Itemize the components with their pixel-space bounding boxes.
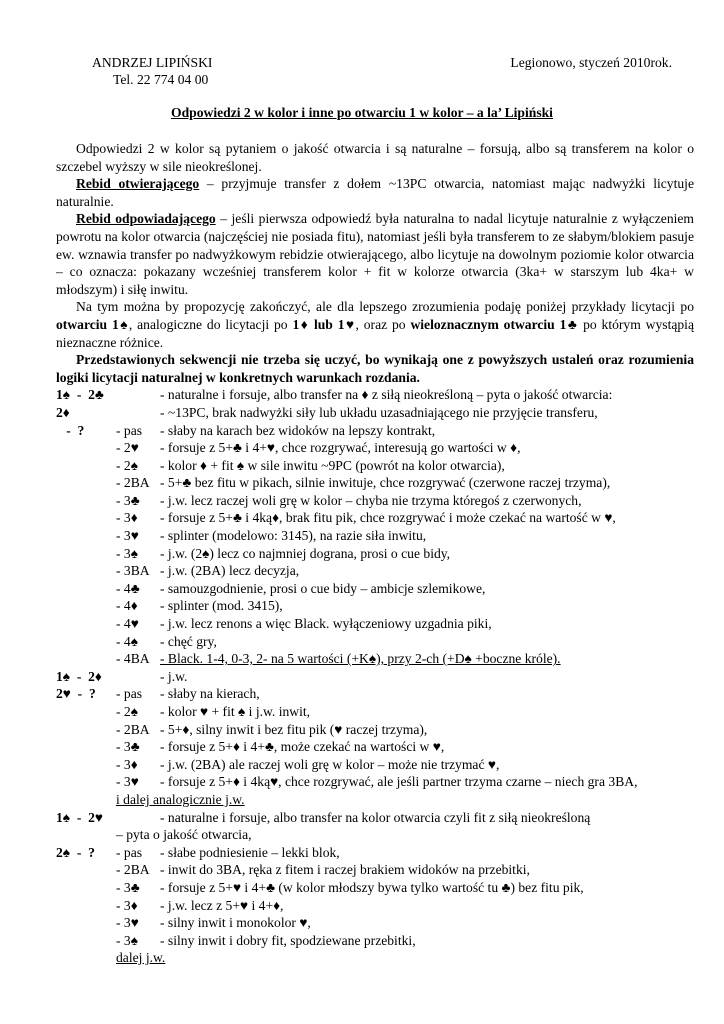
sequence-row: [56, 492, 694, 510]
sequence-row: [56, 826, 694, 844]
rebid-responder-text: – jeśli pierwsza odpowiedź była naturalna to nadal licytuje naturalnie z wyłączeniem powrotu na kolor otwarcia (najczęściej nie posiada fitu), natomiast jeśli była transferem to ze słabym/blokiem pasuje ew. wznawia transfer po nadwyżkowym rebidzie otwierającego, albo licytuje na dowolnym poziomie kolor otwarcia – co oznacza: pokazany wcześniej transferem kolor + fit w kolorze otwarcia (3ka+ w starszym lub 4ka+ w młodszym) i siłę inwitu.: [56, 211, 695, 297]
sequence-row: [56, 703, 694, 721]
bid-response: - 4♥: [116, 616, 139, 632]
intro-paragraph-2: [56, 175, 694, 210]
sequence-row: [56, 949, 694, 967]
text-run: Na tym można by propozycję zakończyć, ale dla lepszego zrozumienia podaję poniżej przykłady licytacji po: [76, 299, 694, 315]
bid-meaning: - forsuje z 5+♥ i 4+♣ (w kolor młodszy bywa tylko wartość tu ♣) bez fitu pik,: [160, 879, 584, 895]
bid-meaning: - kolor ♦ + fit ♠ w sile inwitu ~9PC (powrót na kolor otwarcia),: [160, 457, 505, 473]
bid-meaning: - forsuje z 5+♦ i 4ką♥, chce rozgrywać, ale jeśli partner trzyma czarne – niech gra 3BA,: [160, 774, 638, 790]
bid-meaning: - forsuje z 5+♣ i 4ką♦, brak fitu pik, chce rozgrywać i może czekać na wartość w ♥,: [160, 510, 616, 526]
bid-response: - pas: [116, 686, 143, 702]
bid-response: - pas: [116, 422, 143, 438]
bid-response: - 3BA: [116, 563, 150, 579]
bid-response: - 3♣: [116, 879, 140, 895]
sequence-row: [56, 439, 694, 457]
bid-response: - 3♠: [116, 932, 138, 948]
bid-response: - pas: [116, 844, 143, 860]
bid-meaning: - j.w.: [160, 668, 188, 684]
sequence-row: [56, 562, 694, 580]
bid-response: - 3♦: [116, 897, 138, 913]
bid-meaning: - słabe podniesienie – lekki blok,: [160, 844, 340, 860]
bid-meaning: - j.w. lecz raczej woli grę w kolor – chyba nie trzyma któregoś z czerwonych,: [160, 492, 582, 508]
bid-meaning: - samouzgodnienie, prosi o cue bidy – ambicje szlemikowe,: [160, 580, 486, 596]
sequence-row: [56, 932, 694, 950]
bid-response: - 3♦: [116, 510, 138, 526]
bid-sequence: 1♠ - 2♦: [56, 668, 102, 684]
sequence-row: [56, 386, 694, 404]
text-run: po którym wystąpią nieznaczne różnice.: [56, 316, 694, 350]
sequence-row: [56, 422, 694, 440]
bid-meaning: - 5+♦, silny inwit i bez fitu pik (♥ raczej trzyma),: [160, 721, 428, 737]
bid-response: - 4BA: [116, 651, 150, 667]
bid-meaning: - silny inwit i dobry fit, spodziewane przebitki,: [160, 932, 416, 948]
bid-response: - 3♠: [116, 545, 138, 561]
bid-meaning: - ~13PC, brak nadwyżki siły lub układu uzasadniającego nie przyjęcie transferu,: [160, 404, 598, 420]
sequence-row: [56, 509, 694, 527]
bid-sequence: 1♠ - 2♣: [56, 387, 104, 403]
intro-paragraph-3: [56, 210, 694, 298]
bid-sequence: 2♦: [56, 404, 70, 420]
bid-response: - 3♦: [116, 756, 138, 772]
bid-response: - 2BA: [116, 721, 150, 737]
bid-meaning: - słaby na karach bez widoków na lepszy kontrakt,: [160, 422, 436, 438]
sequence-row: [56, 738, 694, 756]
bid-meaning: – pyta o jakość otwarcia,: [116, 827, 252, 843]
sequence-row: [56, 685, 694, 703]
sequence-row: [56, 650, 694, 668]
bid-meaning: - forsuje z 5+♣ i 4+♥, chce rozgrywać, interesują go wartości w ♦,: [160, 440, 521, 456]
sequence-row: [56, 633, 694, 651]
bid-response: - 4♣: [116, 580, 140, 596]
bid-sequence: 1♠ - 2♥: [56, 809, 104, 825]
bid-response: - 3♥: [116, 528, 139, 544]
text-run-bold: wieloznacznym otwarciu 1♣: [410, 316, 579, 332]
intro-paragraph-5: Przedstawionych sekwencji nie trzeba się uczyć, bo wynikają one z powyższych ustaleń oraz rozumienia logiki licytacji naturalnej w konkretnych warunkach rozdania.: [56, 352, 694, 385]
bid-response: - 3♥: [116, 915, 139, 931]
bid-response: - 2♥: [116, 440, 139, 456]
place-date: Legionowo, styczeń 2010rok.: [510, 55, 672, 70]
bid-meaning: - inwit do 3BA, ręka z fitem i raczej brakiem widoków na przebitki,: [160, 862, 530, 878]
bid-response: - 4♠: [116, 633, 138, 649]
bid-meaning: - j.w. (2BA) lecz decyzja,: [160, 563, 300, 579]
rebid-opener-label: Rebid otwierającego: [76, 176, 200, 192]
sequence-row: [56, 615, 694, 633]
sequence-row: [56, 474, 694, 492]
bid-response: - 2♠: [116, 457, 138, 473]
bid-meaning: - naturalne i forsuje, albo transfer na ♦ z siłą nieokreśloną – pyta o jakość otwarcia:: [160, 387, 613, 403]
sequence-row: [56, 844, 694, 862]
author-phone: Tel. 22 774 04 00: [113, 72, 209, 87]
intro-paragraph-1: Odpowiedzi 2 w kolor są pytaniem o jakość otwarcia i są naturalne – forsują, albo są transferem na kolor o szczebel wyższy w sile nieokreślonej.: [56, 141, 694, 174]
sequence-row: [56, 809, 694, 827]
sequence-row: [56, 457, 694, 475]
bid-meaning: - j.w. (2BA) ale raczej woli grę w kolor – może nie trzymać ♥,: [160, 756, 500, 772]
bid-meaning: - j.w. lecz renons a więc Black. wyłączeniowy uzgadnia piki,: [160, 616, 492, 632]
intro-paragraph-4: [56, 298, 694, 351]
bid-response: - 2BA: [116, 862, 150, 878]
bid-meaning: - j.w. (2♠) lecz co najmniej dograna, prosi o cue bidy,: [160, 545, 451, 561]
bid-meaning: - splinter (modelowo: 3145), na razie siła inwitu,: [160, 528, 427, 544]
sequence-row: [56, 914, 694, 932]
sequence-row: [56, 545, 694, 563]
sequence-row: [56, 861, 694, 879]
text-run-bold: otwarciu 1♠: [56, 316, 129, 332]
bid-response: - 3♣: [116, 739, 140, 755]
sequence-row: [56, 527, 694, 545]
bid-meaning: - 5+♣ bez fitu w pikach, silnie inwituje, chce rozgrywać (czerwone raczej trzyma),: [160, 475, 611, 491]
bid-meaning: - słaby na kierach,: [160, 686, 260, 702]
bid-sequence: 2♥ - ?: [56, 686, 96, 702]
bid-sequence: - ?: [56, 422, 85, 438]
sequence-row: [56, 879, 694, 897]
bid-response: - 3♥: [116, 774, 139, 790]
rebid-responder-label: Rebid odpowiadającego: [76, 211, 216, 227]
sequence-row: [56, 404, 694, 422]
sequence-row: [56, 791, 694, 809]
sequence-row: [56, 580, 694, 598]
bid-meaning: - silny inwit i monokolor ♥,: [160, 915, 311, 931]
bid-response: - 3♣: [116, 492, 140, 508]
bid-meaning: - chęć gry,: [160, 633, 217, 649]
bid-meaning: - j.w. lecz z 5+♥ i 4+♦,: [160, 897, 284, 913]
bid-meaning: - splinter (mod. 3415),: [160, 598, 283, 614]
sequence-row: [56, 897, 694, 915]
sequence-row: [56, 773, 694, 791]
rebid-opener-text: – przyjmuje transfer z dołem ~13PC otwarcia, natomiast mając nadwyżki licytuje naturalnie.: [56, 176, 694, 209]
bid-response: - 4♦: [116, 598, 138, 614]
bid-response: - 2♠: [116, 704, 138, 719]
bid-meaning: - naturalne i forsuje, albo transfer na kolor otwarcia czyli fit z siłą nieokreśloną: [160, 809, 591, 825]
author-name: ANDRZEJ LIPIŃSKI: [92, 55, 213, 70]
bid-meaning: - kolor ♥ + fit ♠ i j.w. inwit,: [160, 704, 311, 719]
bid-meaning: dalej j.w.: [116, 950, 166, 966]
bid-meaning: - Black. 1-4, 0-3, 2- na 5 wartości (+K♠), przy 2-ch (+D♠ +boczne króle).: [160, 651, 561, 667]
bid-response: - 2BA: [116, 475, 150, 491]
sequence-row: [56, 597, 694, 615]
sequence-row: [56, 721, 694, 739]
text-run-bold: 1♦ lub 1♥: [292, 316, 356, 332]
bid-meaning: - forsuje z 5+♦ i 4+♣, może czekać na wartości w ♥,: [160, 739, 445, 755]
bid-sequence: 2♠ - ?: [56, 844, 95, 860]
text-run: , oraz po: [355, 316, 411, 332]
document-body: [56, 140, 694, 967]
sequence-row: [56, 756, 694, 774]
bid-meaning: i dalej analogicznie j.w.: [116, 791, 245, 807]
sequence-row: [56, 668, 694, 686]
bidding-sequences: [56, 386, 694, 967]
author-block: [92, 54, 212, 88]
text-run: , analogiczne do licytacji po: [128, 316, 293, 332]
document-title: Odpowiedzi 2 w kolor i inne po otwarciu 1 w kolor – a la’ Lipiński: [171, 105, 553, 120]
